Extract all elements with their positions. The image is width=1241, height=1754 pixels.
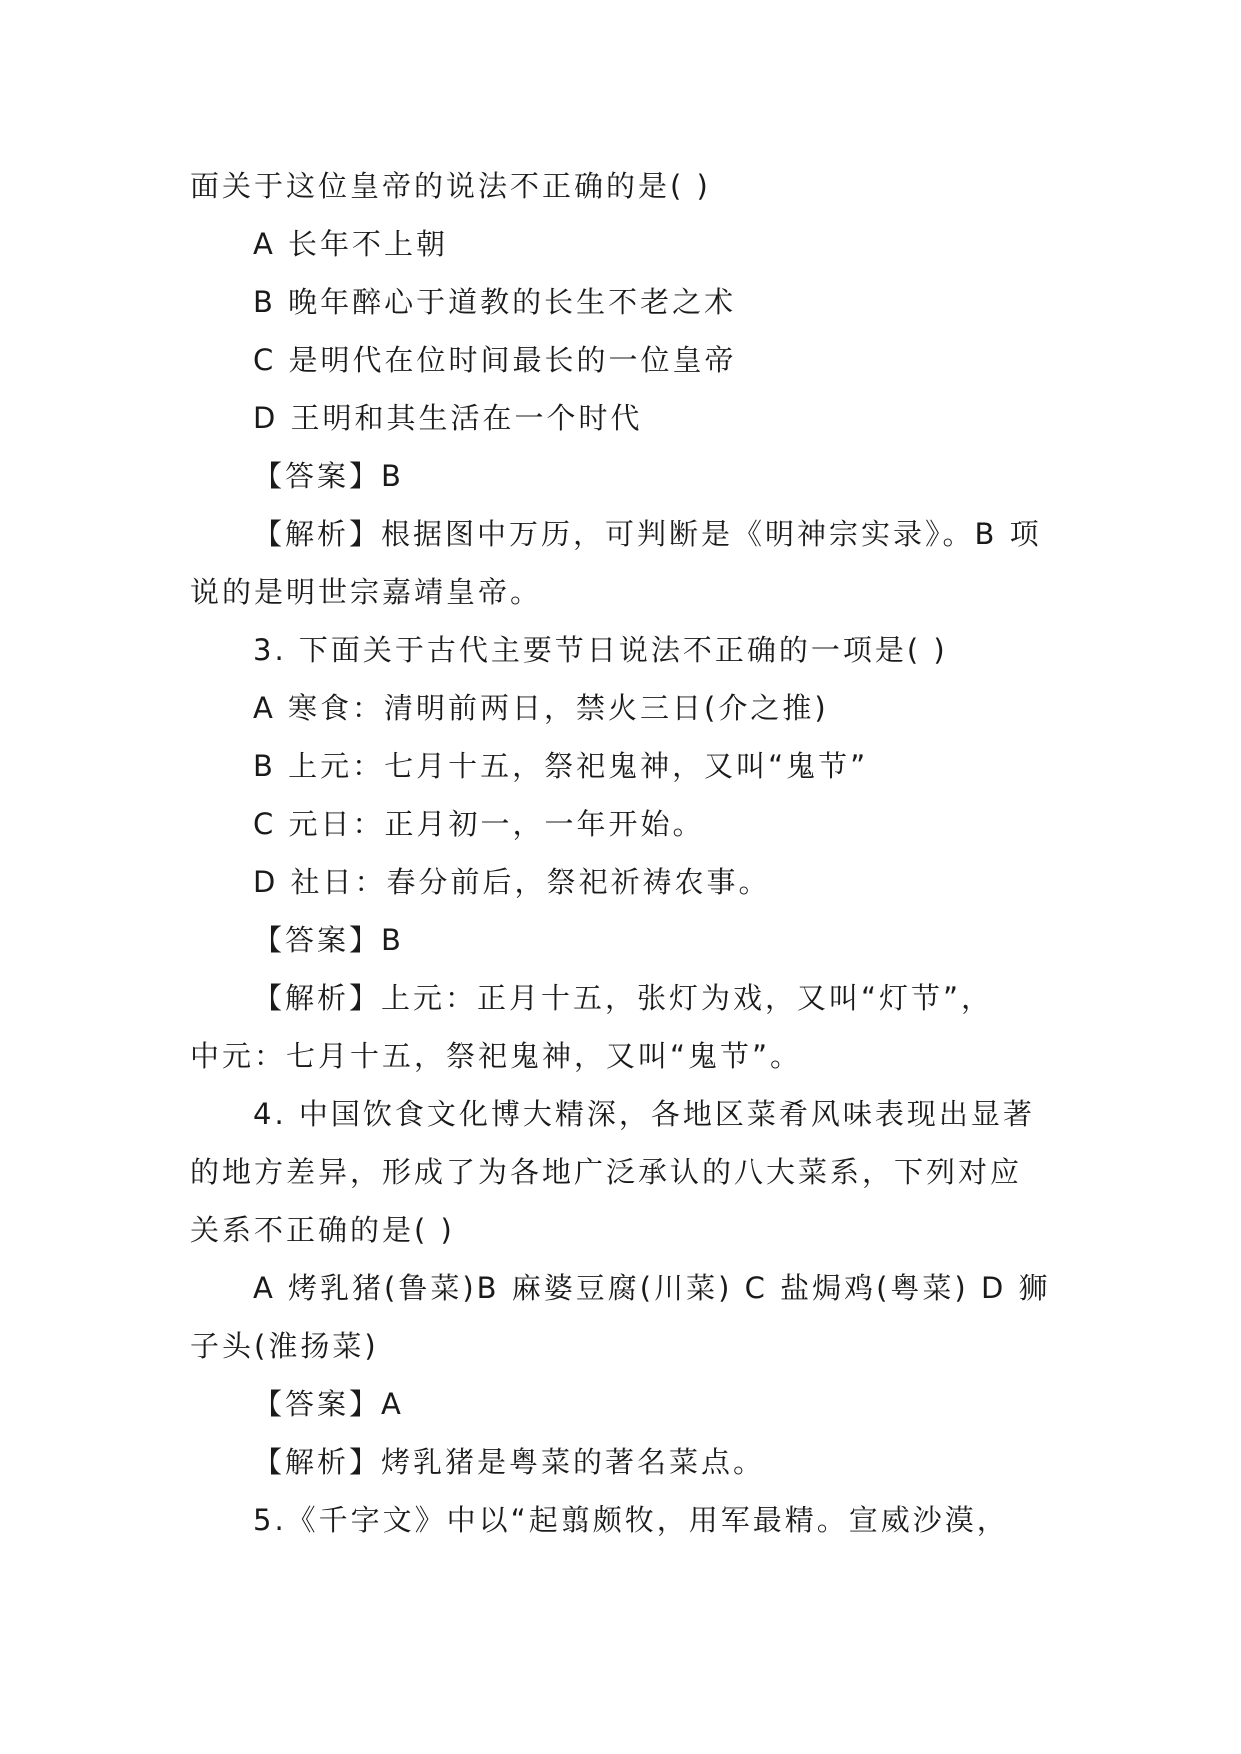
option-line: C 元日：正月初一，一年开始。 (253, 807, 705, 841)
option-line: C 是明代在位时间最长的一位皇帝 (253, 343, 737, 377)
option-line: A 烤乳猪(鲁菜)B 麻婆豆腐(川菜) C 盐焗鸡(粤菜) D 狮 (253, 1271, 1051, 1305)
explanation-line: 【解析】根据图中万历，可判断是《明神宗实录》。B 项 (253, 517, 1042, 551)
explanation-line: 【解析】烤乳猪是粤菜的著名菜点。 (253, 1445, 766, 1479)
option-line: D 社日：春分前后，祭祀祈祷农事。 (253, 865, 771, 899)
question-line: 关系不正确的是( ) (190, 1213, 455, 1247)
option-line: A 寒食：清明前两日，禁火三日(介之推) (253, 691, 829, 725)
question-line: 的地方差异，形成了为各地广泛承认的八大菜系，下列对应 (190, 1155, 1023, 1189)
option-line: A 长年不上朝 (253, 227, 449, 261)
question-line: 5.《千字文》中以“起翦颇牧，用军最精。宣威沙漠， (253, 1503, 1009, 1537)
question-line: 3. 下面关于古代主要节日说法不正确的一项是( ) (253, 633, 948, 667)
explanation-line: 中元：七月十五，祭祀鬼神，又叫“鬼节”。 (190, 1039, 803, 1073)
option-line: 子头(淮扬菜) (190, 1329, 379, 1363)
question-line: 4. 中国饮食文化博大精深，各地区菜肴风味表现出显著 (253, 1097, 1035, 1131)
option-line: B 晚年醉心于道教的长生不老之术 (253, 285, 737, 319)
answer-line: 【答案】B (253, 923, 404, 957)
text-line: 面关于这位皇帝的说法不正确的是( ) (190, 169, 711, 203)
answer-line: 【答案】A (253, 1387, 404, 1421)
option-line: D 王明和其生活在一个时代 (253, 401, 643, 435)
explanation-line: 【解析】上元：正月十五，张灯为戏，又叫“灯节”， (253, 981, 994, 1015)
explanation-line: 说的是明世宗嘉靖皇帝。 (190, 575, 543, 609)
option-line: B 上元：七月十五，祭祀鬼神，又叫“鬼节” (253, 749, 869, 783)
answer-line: 【答案】B (253, 459, 404, 493)
